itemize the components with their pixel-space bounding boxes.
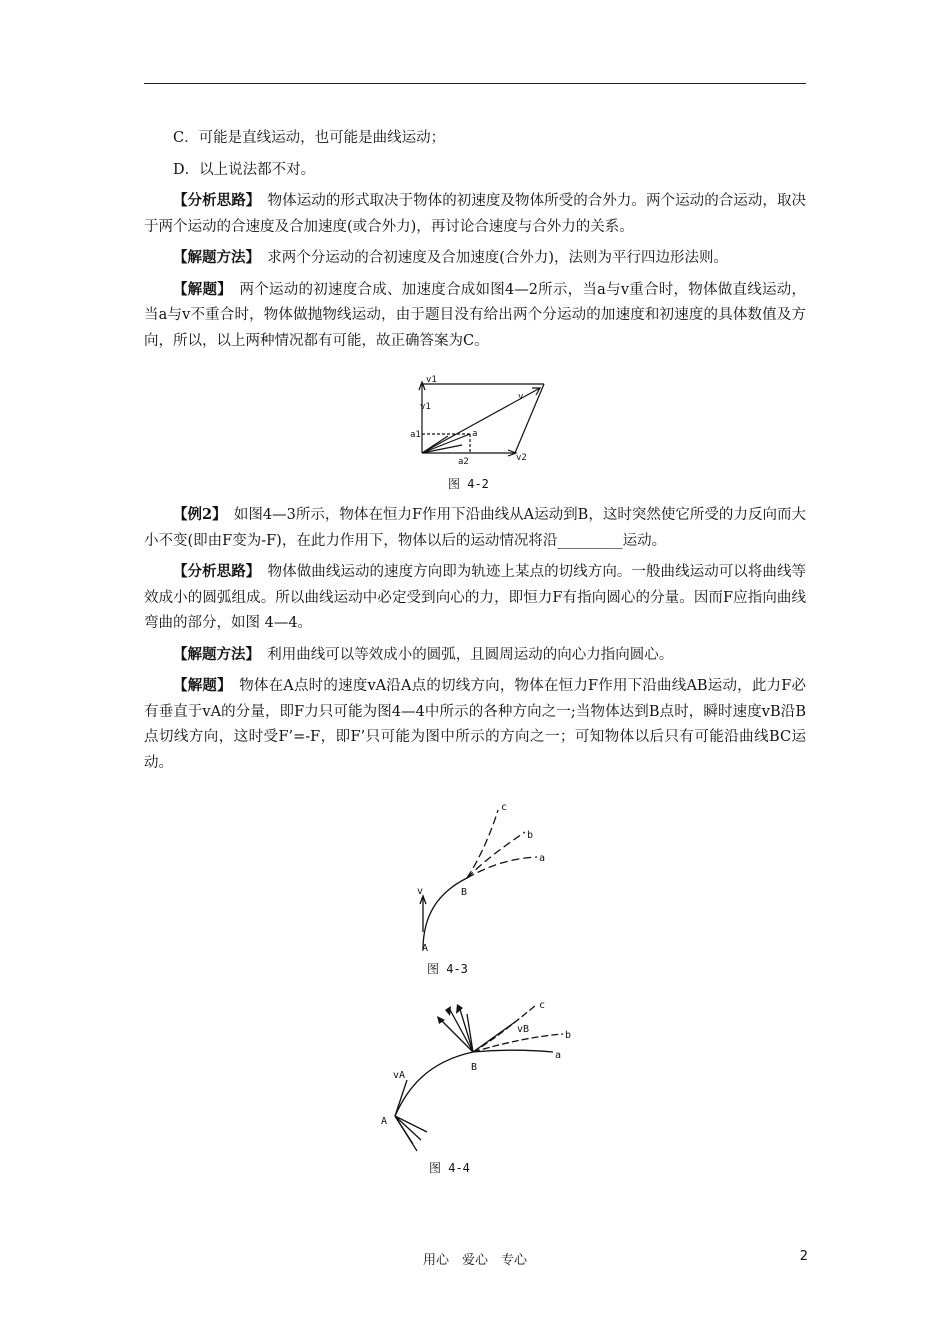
fig44-label-c: c — [539, 1000, 546, 1011]
fig42-label-v1: v1 — [420, 402, 431, 412]
paragraph-solution-2: 【解题】 物体在A点时的速度vA沿A点的切线方向，物体在恒力F作用下沿曲线AB运动，此力F必有垂直于vA的分量，即F力只可能为图4—4中所示的各种方向之一;当物体达到B点时，瞬时速度vB沿B点切线方向，这时受F’=-F，即F’只可能为图中所示的方向之一；可知物体以后只有可能沿曲线BC运动。 — [144, 677, 806, 771]
fig44-label-A: A — [381, 1116, 388, 1127]
fig42-label-v1-top: v1 — [426, 375, 437, 385]
fig44-label-vb: vB — [517, 1024, 530, 1035]
page-content — [144, 125, 806, 359]
fig44-path-a — [473, 1050, 553, 1052]
fig42-label-v: v — [518, 392, 524, 402]
page-content-2 — [144, 502, 806, 781]
fig44-curve-ab — [395, 1052, 473, 1116]
paragraph-solution-1: 【解题】 两个运动的初速度合成、加速度合成如图4—2所示，当a与v重合时，物体做直线运动，当a与v不重合时，物体做抛物线运动，由于题目没有给出两个分运动的加速度和初速度的具体数值及方向，所以，以上两种情况都有可能，故正确答案为C。 — [144, 280, 806, 349]
fig42-label-a2: a2 — [458, 457, 469, 467]
fig43-label-a: a — [539, 853, 546, 864]
fig44-arrowhead-2 — [456, 1004, 463, 1014]
fig42-label-a: a — [472, 429, 478, 439]
fig43-path-b — [467, 832, 525, 878]
paragraph-example-2: 【例2】 如图4—3所示，物体在恒力F作用下沿曲线从A运动到B，这时突然使它所受的力反向而大小不变(即由F变为-F)，在此力作用下，物体以后的运动情况将沿_________运动。 — [144, 506, 806, 549]
figure-4-2-diagram — [408, 372, 548, 497]
fig43-label-v: v — [417, 886, 424, 897]
header-rule — [144, 83, 806, 84]
paragraph-option-d: D．以上说法都不对。 — [173, 161, 316, 178]
fig43-label-A: A — [422, 943, 429, 954]
fig43-caption: 图 4-3 — [427, 962, 468, 976]
paragraph-option-c: C．可能是直线运动，也可能是曲线运动； — [173, 130, 446, 146]
fig44-arrowhead-1 — [445, 1006, 451, 1016]
figure-4-3 — [405, 798, 565, 983]
figure-4-4 — [377, 994, 577, 1179]
fig44-label-b: b — [565, 1030, 572, 1041]
figure-4-3-diagram — [405, 798, 565, 983]
paragraph-analysis-1: 【分析思路】 物体运动的形式取决于物体的初速度及物体所受的合外力。两个运动的合运动，取决于两个运动的合速度及合加速度(或合外力)，再讨论合速度与合外力的关系。 — [144, 192, 807, 235]
fig44-vb-arrow — [473, 1022, 515, 1052]
figure-4-2 — [408, 372, 548, 497]
paragraph-method-2: 【解题方法】 利用曲线可以等效成小的圆弧，且圆周运动的向心力指向圆心。 — [173, 645, 674, 663]
fig44-label-va: vA — [393, 1070, 406, 1081]
figure-4-4-diagram — [377, 994, 577, 1179]
fig43-label-b: b — [527, 830, 534, 841]
fig42-caption: 图 4-2 — [448, 477, 489, 491]
fig43-path-c — [467, 810, 498, 878]
paragraph-method-1: 【解题方法】 求两个分运动的合初速度及合加速度(合外力)，法则为平行四边形法则。 — [173, 249, 729, 266]
page-number: 2 — [799, 1249, 808, 1264]
paragraph-analysis-2: 【分析思路】 物体做曲线运动的速度方向即为轨迹上某点的切线方向。一般曲线运动可以将曲线等效成小的圆弧组成。所以曲线运动中必定受到向心的力，即恒力F有指向圆心的分量。因而F应指向曲线弯曲的部分，如图 4—4。 — [144, 563, 807, 631]
fig43-label-c: c — [501, 802, 508, 813]
footer-motto: 用心 爱心 专心 — [422, 1253, 527, 1268]
fig44-label-a: a — [555, 1050, 562, 1061]
fig44-label-B: B — [471, 1062, 478, 1073]
fig44-caption: 图 4-4 — [429, 1161, 470, 1175]
fig42-label-v2: v2 — [516, 453, 527, 463]
fig43-label-B: B — [461, 887, 468, 898]
fig42-label-a1: a1 — [410, 430, 421, 440]
